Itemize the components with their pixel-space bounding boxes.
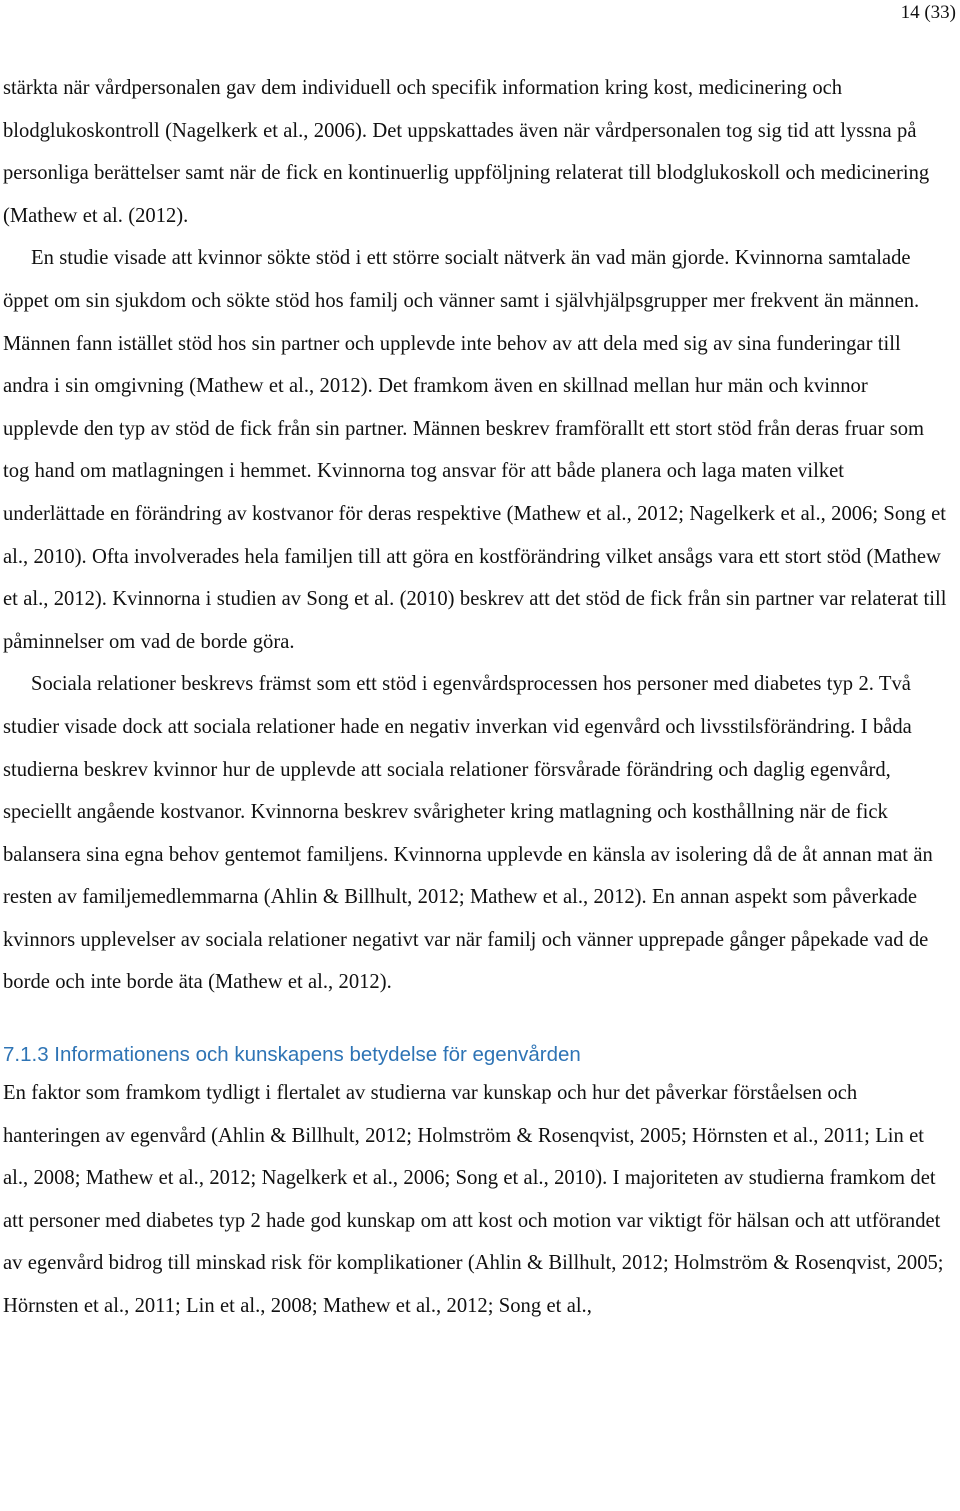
paragraph-3: Sociala relationer beskrevs främst som ett stöd i egenvårdsprocessen hos personer med diabetes typ 2. Två studier visade dock att sociala relationer hade en negativ inverkan vid egenvård och livsstilsförändring. I båda studierna beskrev kvinnor hur de upplevde att sociala relationer försvårade förändring och daglig egenvård, speciellt angående kostvanor. Kvinnorna beskrev svårigheter kring matlagning och kosthållning när de fick balansera sina egna behov gentemot familjens. Kvinnorna upplevde en känsla av isolering då de åt annan mat än resten av familjemedlemmarna (Ahlin & Billhult, 2012; Mathew et al., 2012). En annan aspekt som påverkade kvinnors upplevelser av sociala relationer negativt var när familj och vänner upprepade gånger påpekade vad de borde och inte borde äta (Mathew et al., 2012). <box>3 673 933 994</box>
document-body <box>3 67 948 1328</box>
page-number: 14 (33) <box>900 2 956 23</box>
section-heading: 7.1.3 Informationens och kunskapens betydelse för egenvården <box>3 1043 581 1067</box>
paragraph-1: stärkta när vårdpersonalen gav dem individuell och specifik information kring kost, medicinering och blodglukoskontroll (Nagelkerk et al., 2006). Det uppskattades även när vårdpersonalen tog sig tid att lyssna på personliga berättelser samt när de fick en kontinuerlig uppföljning relaterat till blodglukoskoll och medicinering (Mathew et al. (2012). <box>3 77 930 227</box>
paragraph-4: En faktor som framkom tydligt i flertalet av studierna var kunskap och hur det påverkar förståelsen och hanteringen av egenvård (Ahlin & Billhult, 2012; Holmström & Rosenqvist, 2005; Hörnsten et al., 2011; Lin et al., 2008; Mathew et al., 2012; Nagelkerk et al., 2006; Song et al., 2010). I majoriteten av studierna framkom det att personer med diabetes typ 2 hade god kunskap om att kost och motion var viktigt för hälsan och att utförandet av egenvård bidrog till minskad risk för komplikationer (Ahlin & Billhult, 2012; Holmström & Rosenqvist, 2005; Hörnsten et al., 2011; Lin et al., 2008; Mathew et al., 2012; Song et al., <box>3 1082 944 1318</box>
paragraph-2: En studie visade att kvinnor sökte stöd i ett större socialt nätverk än vad män gjorde. Kvinnorna samtalade öppet om sin sjukdom och sökte stöd hos familj och vänner samt i självhjälpsgrupper mer frekvent än männen. Männen fann istället stöd hos sin partner och upplevde inte behov av att dela med sig av sina funderingar till andra i sin omgivning (Mathew et al., 2012). Det framkom även en skillnad mellan hur män och kvinnor upplevde den typ av stöd de fick från sin partner. Männen beskrev framförallt ett stort stöd från deras fruar som tog hand om matlagningen i hemmet. Kvinnorna tog ansvar för att både planera och laga maten vilket underlättade en förändring av kostvanor för deras respektive (Mathew et al., 2012; Nagelkerk et al., 2006; Song et al., 2010). Ofta involverades hela familjen till att göra en kostförändring vilket ansågs vara ett stort stöd (Mathew et al., 2012). Kvinnorna i studien av Song et al. (2010) beskrev att det stöd de fick från sin partner var relaterat till påminnelser om vad de borde göra. <box>3 247 947 653</box>
